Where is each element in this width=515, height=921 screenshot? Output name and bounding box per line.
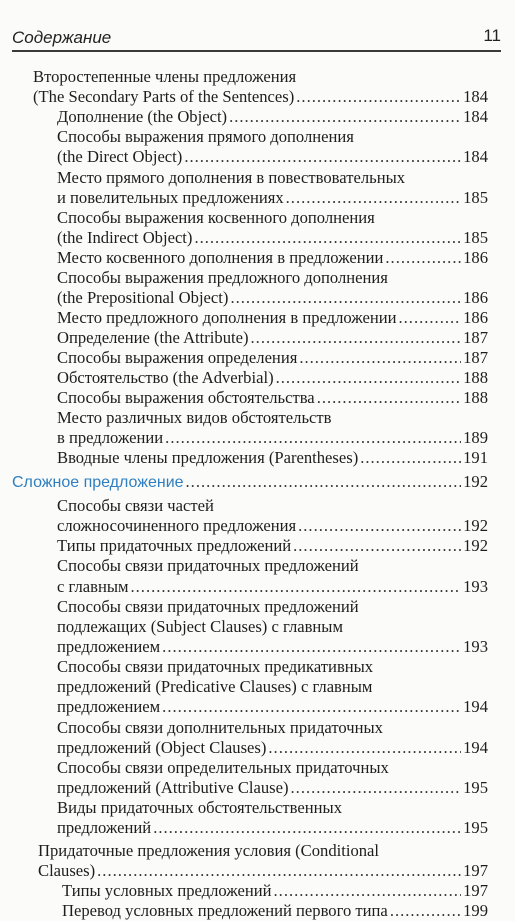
toc-page: 191	[463, 448, 488, 467]
toc-entry-secondary-parts-cont[interactable]: (The Secondary Parts of the Sentences) ..... 184	[33, 87, 488, 107]
toc-entry-attribute[interactable]: Определение (the Attribute) ..... 187	[57, 328, 488, 348]
page-number: 11	[483, 26, 501, 45]
toc-page: 192	[463, 472, 488, 491]
leader-dots	[184, 147, 461, 167]
toc-entry-conditional-types[interactable]: Типы условных предложений ..... 197	[62, 881, 488, 901]
toc-entry-indirect-object-place[interactable]: Место косвенного дополнения в предложении ..... 186	[57, 248, 488, 268]
toc-page: 194	[463, 738, 488, 757]
toc-entry-parentheses[interactable]: Вводные члены предложения (Parentheses) ..... 191	[57, 448, 488, 468]
leader-dots	[291, 778, 462, 798]
leader-dots	[390, 901, 461, 921]
toc-page: 193	[463, 637, 488, 656]
leader-dots	[360, 448, 461, 468]
header-rule	[12, 50, 501, 52]
leader-dots	[230, 288, 461, 308]
leader-dots	[293, 536, 461, 556]
toc-section-complex-sentence[interactable]	[12, 471, 488, 493]
leader-dots	[165, 428, 461, 448]
leader-dots	[268, 738, 461, 758]
toc-page: 193	[463, 577, 488, 596]
toc-entry-object[interactable]: Дополнение (the Object) ..... 184	[57, 107, 488, 127]
toc-page: 197	[463, 881, 488, 900]
toc-page: 184	[463, 147, 488, 166]
toc-page: 186	[463, 308, 488, 327]
leader-dots	[385, 248, 461, 268]
toc-page: 199	[463, 901, 488, 920]
toc-page: 188	[463, 388, 488, 407]
leader-dots	[162, 697, 461, 717]
toc-page: 195	[463, 818, 488, 837]
leader-dots	[276, 368, 462, 388]
toc-entry-indirect-object: Способы выражения косвенного дополнения	[57, 208, 375, 227]
leader-dots	[153, 818, 461, 838]
toc-page: 187	[463, 328, 488, 347]
toc-entry-prepositional-object-place[interactable]: Место предложного дополнения в предложении ..... 186	[57, 308, 488, 328]
toc-page: 188	[463, 368, 488, 387]
leader-dots	[274, 881, 462, 901]
header-title: Содержание	[12, 28, 112, 47]
toc-entry-attributive-clause-cont[interactable]: предложений (Attributive Clause) ..... 195	[57, 778, 488, 798]
toc-entry-adverbial-place-cont[interactable]: в предложении ..... 189	[57, 428, 488, 448]
toc-entry-attributive-clause: Способы связи определительных придаточных	[57, 758, 389, 777]
toc-entry-prepositional-object: Способы выражения предложного дополнения	[57, 268, 388, 287]
leader-dots	[399, 308, 462, 328]
toc-entry-predicative-clauses-end[interactable]: предложением ..... 194	[57, 697, 488, 717]
toc-entry-predicative-clauses: Способы связи придаточных предикативных	[57, 657, 374, 676]
toc-page: 184	[463, 107, 488, 126]
toc-page: 189	[463, 428, 488, 447]
toc-page: 184	[463, 87, 488, 106]
leader-dots	[229, 107, 461, 127]
toc-page: 185	[463, 188, 488, 207]
toc-entry-direct-object-place-cont[interactable]: и повелительных предложениях ..... 185	[57, 188, 488, 208]
leader-dots	[286, 188, 461, 208]
leader-dots	[251, 328, 462, 348]
toc-page: 194	[463, 697, 488, 716]
page-header	[12, 24, 501, 50]
leader-dots	[186, 471, 462, 493]
toc-entry-attribute-ways[interactable]: Способы выражения определения ..... 187	[57, 348, 488, 368]
leader-dots	[162, 637, 461, 657]
toc-entry-predicative-clauses-cont: предложений (Predicative Clauses) с главным	[57, 677, 373, 696]
leader-dots	[296, 87, 461, 107]
leader-dots	[131, 577, 462, 597]
leader-dots	[298, 516, 461, 536]
toc-entry-adverbial-clauses: Виды придаточных обстоятельственных	[57, 798, 342, 817]
toc-entry-clause-main: Способы связи придаточных предложений	[57, 556, 359, 575]
toc-entry-clause-types[interactable]: Типы придаточных предложений ..... 192	[57, 536, 488, 556]
toc-entry-conditional-first-type[interactable]: Перевод условных предложений первого типа ..... 199	[62, 901, 488, 921]
toc-page: 186	[463, 288, 488, 307]
toc-page: 192	[463, 536, 488, 555]
toc-entry-conditional-clauses: Придаточные предложения условия (Conditional	[38, 841, 380, 860]
toc-entry-adverbial-clauses-cont[interactable]: предложений ..... 195	[57, 818, 488, 838]
toc-entry-prepositional-object-cont[interactable]: (the Prepositional Object) ..... 186	[57, 288, 488, 308]
toc-page: 197	[463, 861, 488, 880]
leader-dots	[299, 348, 461, 368]
toc-entry-direct-object-cont[interactable]: (the Direct Object) ..... 184	[57, 147, 488, 167]
toc-entry-compound-ways-cont[interactable]: сложносочиненного предложения ..... 192	[57, 516, 488, 536]
toc-page: 185	[463, 228, 488, 247]
toc-entry-adverbial-ways[interactable]: Способы выражения обстоятельства ..... 188	[57, 388, 488, 408]
toc-entry-secondary-parts: Второстепенные члены предложения	[33, 67, 297, 86]
leader-dots	[317, 388, 461, 408]
toc-entry-object-clauses: Способы связи дополнительных придаточных	[57, 718, 383, 737]
toc-entry-direct-object: Способы выражения прямого дополнения	[57, 127, 354, 146]
toc-entry-subject-clauses-cont: подлежащих (Subject Clauses) с главным	[57, 617, 343, 636]
toc-entry-subject-clauses-end[interactable]: предложением ..... 193	[57, 637, 488, 657]
toc-entry-direct-object-place: Место прямого дополнения в повествовательных	[57, 168, 406, 187]
toc-page: 186	[463, 248, 488, 267]
leader-dots	[97, 861, 461, 881]
leader-dots	[194, 228, 461, 248]
toc-page: 187	[463, 348, 488, 367]
toc-entry-object-clauses-cont[interactable]: предложений (Object Clauses) ..... 194	[57, 738, 488, 758]
toc-entry-adverbial-place: Место различных видов обстоятельств	[57, 408, 332, 427]
toc-entry-compound-ways: Способы связи частей	[57, 496, 214, 515]
toc-entry-adverbial[interactable]: Обстоятельство (the Adverbial) ..... 188	[57, 368, 488, 388]
toc-entry-subject-clauses: Способы связи придаточных предложений	[57, 597, 359, 616]
section-title: Сложное предложение	[12, 474, 184, 491]
toc-entry-indirect-object-cont[interactable]: (the Indirect Object) ..... 185	[57, 228, 488, 248]
toc-page: 195	[463, 778, 488, 797]
toc-page: 192	[463, 516, 488, 535]
toc-entry-conditional-clauses-cont[interactable]: Clauses) ..... 197	[38, 861, 488, 881]
toc-entry-clause-main-cont[interactable]: с главным ..... 193	[57, 577, 488, 597]
